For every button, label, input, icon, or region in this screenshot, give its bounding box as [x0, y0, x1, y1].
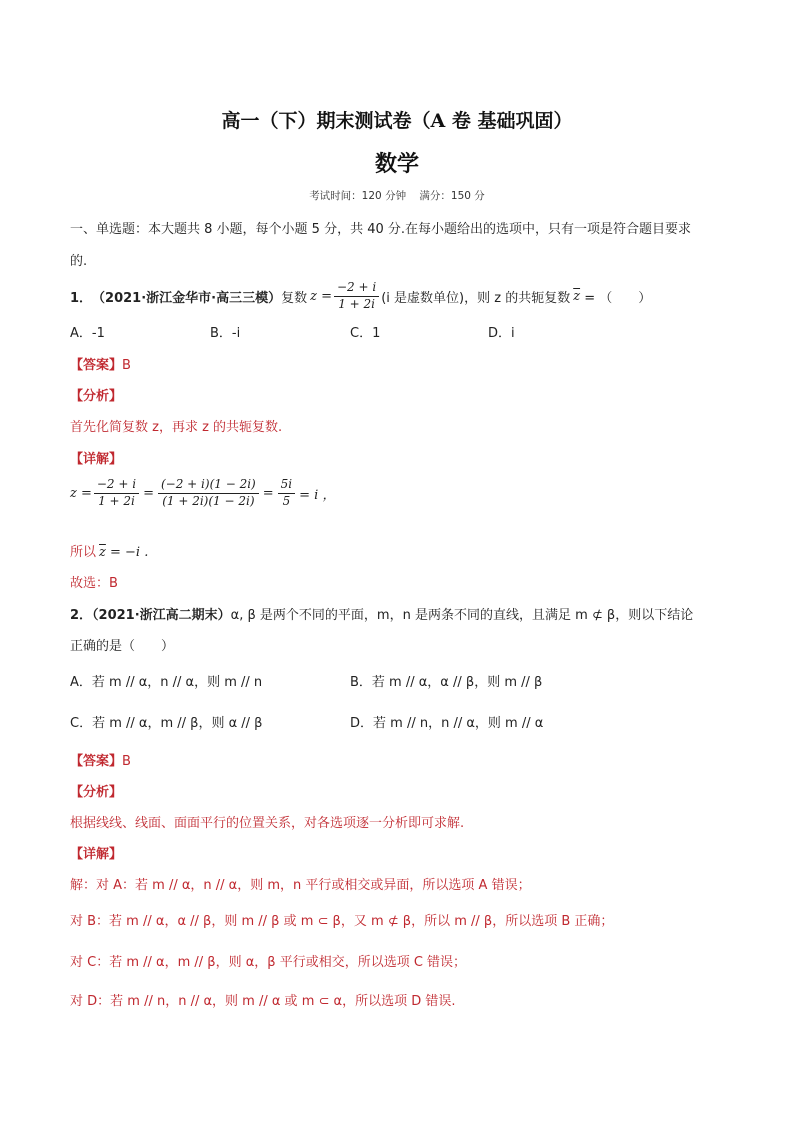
question-2-detail-label: 【详解】	[70, 847, 123, 862]
fraction-numerator: −2 + i	[334, 281, 379, 297]
eq-fraction-3-denominator: 5	[282, 493, 291, 508]
question-2-text: α, β 是两个不同的平面，m，n 是两条不同的直线，且满足 m ⊄ β，则以下结论	[230, 608, 694, 623]
subject-title: 数学	[374, 151, 419, 177]
question-1-choice	[70, 572, 118, 591]
answer-label: 【答案】	[70, 754, 123, 769]
question-2-stem-line2: 正确的是（ ）	[70, 639, 175, 654]
question-1-zbar: $\overline{z}$	[573, 288, 581, 304]
question-1-conclusion	[70, 541, 148, 560]
section-heading-line1: 一、单选题：本大题共 8 小题，每个小题 5 分，共 40 分.在每小题给出的选项中，只有一项是符合题目要求	[70, 222, 692, 237]
document-title: 高一（下）期末测试卷（A 卷 基础巩固）	[221, 110, 573, 132]
eq-fraction-3	[278, 478, 295, 509]
question-2-detail-d: 对 D：若 m // n，n // α，则 m // α 或 m ⊂ α，所以选项 D 错误.	[70, 994, 456, 1009]
question-1-option-b: B．-i	[210, 326, 241, 341]
question-2-source: （2021·浙江高二期末）	[92, 608, 231, 623]
question-2-detail-a: 解：对 A：若 m // α，n // α，则 m，n 平行或相交或异面，所以选项 A 错误；	[70, 878, 531, 893]
eq-z: z =	[70, 485, 92, 501]
question-1-analysis: 首先化简复数 z，再求 z 的共轭复数.	[70, 420, 283, 435]
eq-tail: = i ，	[299, 487, 336, 503]
question-1-stem	[70, 281, 651, 312]
answer-value: B	[122, 754, 131, 769]
question-1-source: （2021·浙江金华市·高三三模）	[92, 290, 282, 306]
conclusion-prefix: 所以	[70, 545, 97, 560]
question-1-answer	[70, 354, 131, 373]
eq-fraction-2	[158, 478, 259, 509]
question-2-number: 2．	[70, 608, 93, 623]
question-1-fraction	[334, 281, 379, 312]
eq-fraction-3-numerator: 5i	[278, 478, 295, 494]
question-1-analysis-label: 【分析】	[70, 389, 123, 404]
choice-value: B	[109, 576, 118, 591]
eq-fraction-1-denominator: 1 + 2i	[98, 493, 135, 508]
question-2-option-c: C．若 m // α，m // β，则 α // β	[70, 716, 263, 731]
question-1-equation: z = $\frac{-2 + i}{1 + 2i}$ = $\frac{(-2 + i)(1 - 2i)}{(1 + 2i)(1 - 2i)}$ = $\frac{5i}{5}$ = i ，	[70, 477, 336, 508]
question-2-answer	[70, 750, 131, 769]
eq-fraction-2-numerator: (−2 + i)(1 − 2i)	[158, 478, 259, 494]
question-1-option-c: C．1	[350, 326, 381, 341]
question-1-text-end: = （ ）	[580, 290, 652, 306]
question-1-option-a: A．-1	[70, 326, 105, 341]
question-1-text-mid: (i 是虚数单位)，则 z 的共轭复数	[381, 290, 571, 306]
eq-fraction-1-numerator: −2 + i	[94, 478, 139, 494]
answer-label: 【答案】	[70, 358, 123, 373]
choice-label: 故选：	[70, 576, 110, 591]
question-1-option-d: D．i	[488, 326, 515, 341]
question-2-detail-c: 对 C：若 m // α，m // β，则 α，β 平行或相交，所以选项 C 错误；	[70, 955, 467, 970]
answer-value: B	[122, 358, 131, 373]
exam-info: 考试时间：120 分钟 满分：150 分	[309, 190, 485, 202]
conclusion-value: = −i .	[105, 545, 149, 560]
question-1-detail-label: 【详解】	[70, 452, 123, 467]
section-heading-line2: 的.	[70, 254, 88, 269]
fraction-denominator: 1 + 2i	[338, 296, 375, 311]
question-2-option-d: D．若 m // n，n // α，则 m // α	[350, 716, 544, 731]
question-2-option-b: B．若 m // α，α // β，则 m // β	[350, 675, 543, 690]
question-2-detail-b: 对 B：若 m // α，α // β，则 m // β 或 m ⊂ β，又 m ⊄ β，所以 m // β，所以选项 B 正确；	[70, 914, 614, 929]
conclusion-zbar: $\overline{z}$	[99, 545, 106, 560]
question-2-stem-line1	[70, 604, 693, 623]
question-1-number: 1．	[70, 290, 93, 306]
question-1-text-pre: 复数	[281, 290, 308, 306]
question-2-analysis: 根据线线、线面、面面平行的位置关系，对各选项逐一分析即可求解.	[70, 816, 465, 831]
eq-fraction-2-denominator: (1 + 2i)(1 − 2i)	[162, 493, 255, 508]
question-2-analysis-label: 【分析】	[70, 785, 123, 800]
question-1-z-eq: z =	[310, 288, 332, 304]
eq-fraction-1	[94, 478, 139, 509]
question-2-option-a: A．若 m // α，n // α，则 m // n	[70, 675, 263, 690]
